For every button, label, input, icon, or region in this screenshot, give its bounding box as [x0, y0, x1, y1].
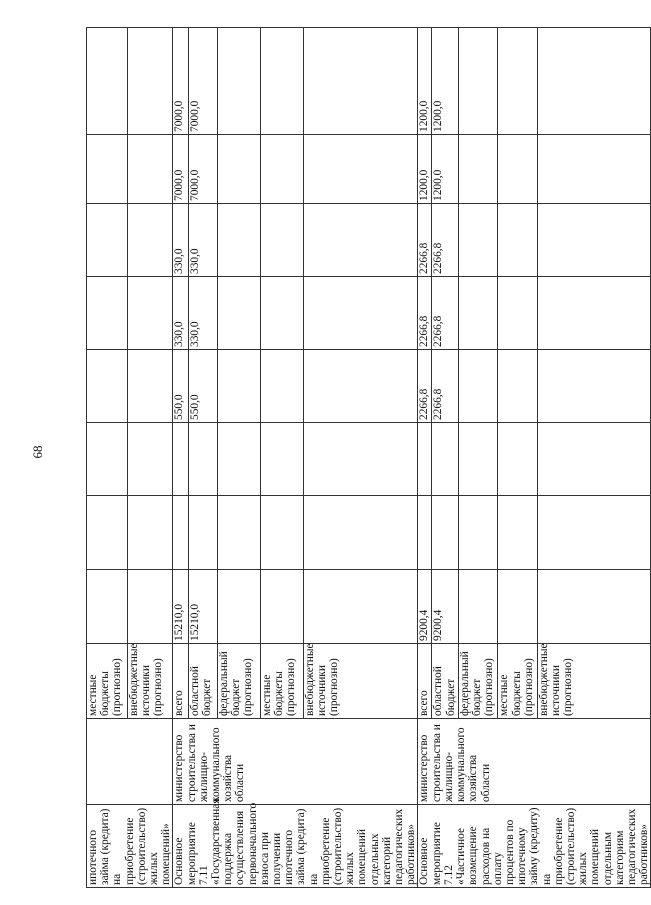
executor-cell — [87, 719, 173, 805]
total-cell — [127, 570, 173, 644]
value-cell — [217, 204, 260, 277]
value-cell: 330,0 — [173, 277, 188, 350]
source-cell: федеральный бюджет (прогнозно) — [459, 644, 498, 719]
value-cell: 1200,0 — [432, 135, 459, 204]
value-cell — [432, 423, 459, 496]
value-cell — [260, 277, 303, 350]
value-cell — [303, 277, 418, 350]
value-cell — [260, 423, 303, 496]
value-cell: 330,0 — [173, 204, 188, 277]
source-cell: местные бюджеты (прогнозно) — [498, 644, 537, 719]
value-cell — [173, 496, 188, 570]
value-cell — [537, 423, 650, 496]
value-cell — [260, 28, 303, 135]
value-cell — [87, 135, 128, 204]
value-cell — [432, 496, 459, 570]
value-cell — [498, 496, 537, 570]
measure-name-cell: ипотечного займа (кредита) на приобретение (строительство) жилых помещений» — [87, 805, 173, 888]
executor-cell: министерство строительства и жилищно-коммунального хозяйства области — [173, 719, 418, 805]
source-cell: областной бюджет — [432, 644, 459, 719]
table-row — [418, 28, 432, 888]
value-cell — [303, 135, 418, 204]
measure-name-cell: Основное мероприятие 7.12 «Частичное возмещение расходов на оплату процентов по ипотечному займу (кредиту) на приобретение (строительство) жилых помещений отдельным категориям педагогических работников» — [418, 805, 651, 888]
source-cell: внебюджетные источники (прогнозно) — [127, 644, 173, 719]
value-cell — [260, 135, 303, 204]
value-cell — [459, 423, 498, 496]
value-cell — [188, 496, 217, 570]
value-cell — [537, 496, 650, 570]
source-cell: всего — [418, 644, 432, 719]
value-cell — [498, 277, 537, 350]
value-cell — [87, 350, 128, 423]
value-cell — [303, 496, 418, 570]
value-cell — [217, 28, 260, 135]
value-cell — [217, 350, 260, 423]
value-cell — [537, 204, 650, 277]
value-cell — [87, 423, 128, 496]
source-cell: всего — [173, 644, 188, 719]
table-body — [87, 28, 651, 888]
source-cell: внебюджетные источники (прогнозно) — [303, 644, 418, 719]
value-cell: 2266,8 — [418, 350, 432, 423]
value-cell — [127, 28, 173, 135]
value-cell — [127, 423, 173, 496]
value-cell: 2266,8 — [418, 277, 432, 350]
value-cell — [127, 135, 173, 204]
value-cell — [87, 204, 128, 277]
source-cell: местные бюджеты (прогнозно) — [260, 644, 303, 719]
total-cell — [537, 570, 650, 644]
value-cell — [260, 350, 303, 423]
value-cell: 2266,8 — [432, 204, 459, 277]
value-cell: 1200,0 — [432, 28, 459, 135]
value-cell — [459, 204, 498, 277]
value-cell — [87, 277, 128, 350]
value-cell — [537, 350, 650, 423]
value-cell: 550,0 — [173, 350, 188, 423]
total-cell — [87, 570, 128, 644]
source-cell: областной бюджет — [188, 644, 217, 719]
value-cell — [173, 423, 188, 496]
total-cell: 15210,0 — [188, 570, 217, 644]
value-cell — [127, 496, 173, 570]
value-cell — [217, 423, 260, 496]
value-cell — [303, 204, 418, 277]
executor-cell: министерство строительства и жилищно-коммунального хозяйства области — [418, 719, 651, 805]
value-cell — [87, 28, 128, 135]
value-cell — [87, 496, 128, 570]
total-cell — [303, 570, 418, 644]
table-row — [173, 28, 188, 888]
total-cell — [459, 570, 498, 644]
value-cell — [537, 277, 650, 350]
rotated-table-container — [86, 28, 651, 888]
source-cell: федеральный бюджет (прогнозно) — [217, 644, 260, 719]
value-cell — [217, 277, 260, 350]
value-cell — [498, 28, 537, 135]
value-cell: 7000,0 — [173, 135, 188, 204]
total-cell — [498, 570, 537, 644]
value-cell — [217, 496, 260, 570]
value-cell — [418, 423, 432, 496]
value-cell: 2266,8 — [418, 204, 432, 277]
value-cell: 7000,0 — [188, 135, 217, 204]
value-cell — [459, 135, 498, 204]
value-cell — [498, 135, 537, 204]
value-cell — [260, 496, 303, 570]
total-cell: 9200,4 — [432, 570, 459, 644]
value-cell — [127, 277, 173, 350]
value-cell — [260, 204, 303, 277]
value-cell: 330,0 — [188, 204, 217, 277]
total-cell: 15210,0 — [173, 570, 188, 644]
total-cell: 9200,4 — [418, 570, 432, 644]
value-cell — [498, 204, 537, 277]
value-cell: 7000,0 — [173, 28, 188, 135]
value-cell — [498, 423, 537, 496]
budget-table — [86, 27, 651, 888]
value-cell — [459, 350, 498, 423]
page-number: 68 — [30, 445, 45, 459]
value-cell — [303, 423, 418, 496]
total-cell — [217, 570, 260, 644]
value-cell: 7000,0 — [188, 28, 217, 135]
value-cell: 1200,0 — [418, 135, 432, 204]
value-cell — [537, 135, 650, 204]
value-cell — [459, 277, 498, 350]
value-cell — [459, 496, 498, 570]
source-cell: внебюджетные источники (прогнозно) — [537, 644, 650, 719]
measure-name-cell: Основное мероприятие 7.11 «Государственная поддержка осуществления первоначального взноса при получении ипотечного займа (кредита) на приобретение (строительство) жилых помещений отдельных категорий педагогических работников» — [173, 805, 418, 888]
value-cell — [537, 28, 650, 135]
value-cell — [127, 350, 173, 423]
value-cell: 2266,8 — [432, 350, 459, 423]
total-cell — [260, 570, 303, 644]
source-cell: местные бюджеты (прогнозно) — [87, 644, 128, 719]
value-cell: 330,0 — [188, 277, 217, 350]
value-cell — [303, 350, 418, 423]
value-cell — [459, 28, 498, 135]
value-cell — [127, 204, 173, 277]
value-cell — [418, 496, 432, 570]
value-cell: 550,0 — [188, 350, 217, 423]
value-cell — [188, 423, 217, 496]
table-row — [87, 28, 128, 888]
value-cell: 2266,8 — [432, 277, 459, 350]
value-cell: 1200,0 — [418, 28, 432, 135]
value-cell — [303, 28, 418, 135]
value-cell — [498, 350, 537, 423]
value-cell — [217, 135, 260, 204]
